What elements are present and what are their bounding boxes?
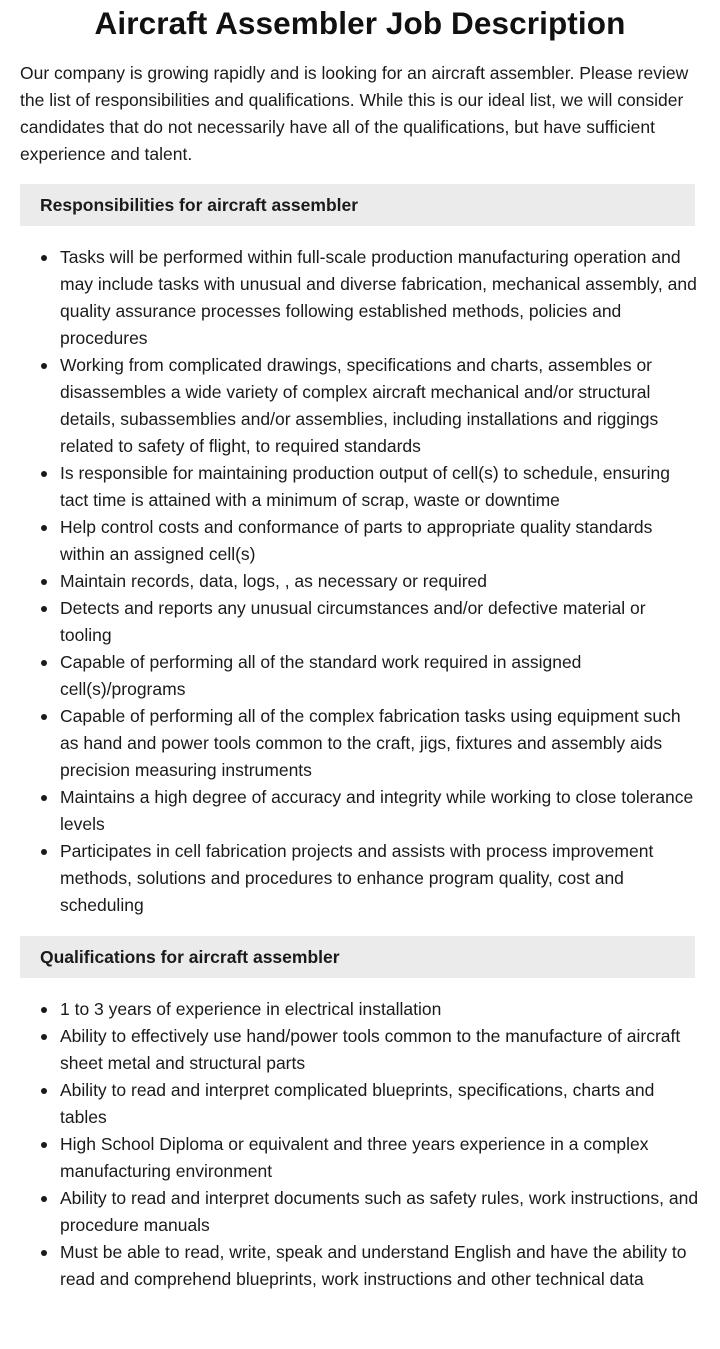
page-title: Aircraft Assembler Job Description [94,5,626,41]
list-item: Ability to effectively use hand/power tools common to the manufacture of aircraft sheet metal and structural parts [60,1023,700,1077]
qualifications-heading: Qualifications for aircraft assembler [20,936,695,978]
list-item: Help control costs and conformance of parts to appropriate quality standards within an assigned cell(s) [60,514,700,568]
list-item: Working from complicated drawings, specifications and charts, assembles or disassembles a wide variety of complex aircraft mechanical and/or structural details, subassemblies and/or assemblies, including installations and riggings related to safety of flight, to required standards [60,352,700,460]
list-item: Must be able to read, write, speak and understand English and have the ability to read and comprehend blueprints, work instructions and other technical data [60,1239,700,1293]
list-item: Participates in cell fabrication projects and assists with process improvement methods, solutions and procedures to enhance program quality, cost and scheduling [60,838,700,919]
qualifications-list [20,996,700,1293]
responsibilities-heading: Responsibilities for aircraft assembler [20,184,695,226]
list-item: Is responsible for maintaining production output of cell(s) to schedule, ensuring tact time is attained with a minimum of scrap, waste or downtime [60,460,700,514]
list-item: 1 to 3 years of experience in electrical installation [60,996,700,1023]
list-item: Capable of performing all of the complex fabrication tasks using equipment such as hand and power tools common to the craft, jigs, fixtures and assembly aids precision measuring instruments [60,703,700,784]
intro-paragraph: Our company is growing rapidly and is looking for an aircraft assembler. Please review the list of responsibilities and qualifications. While this is our ideal list, we will consider candidates that do not necessarily have all of the qualifications, but have sufficient experience and talent. [20,63,689,164]
list-item: Maintains a high degree of accuracy and integrity while working to close tolerance levels [60,784,700,838]
list-item: Tasks will be performed within full-scale production manufacturing operation and may include tasks with unusual and diverse fabrication, mechanical assembly, and quality assurance processes following established methods, policies and procedures [60,244,700,352]
list-item: High School Diploma or equivalent and three years experience in a complex manufacturing environment [60,1131,700,1185]
list-item: Capable of performing all of the standard work required in assigned cell(s)/programs [60,649,700,703]
list-item: Detects and reports any unusual circumstances and/or defective material or tooling [60,595,700,649]
list-item: Maintain records, data, logs, , as necessary or required [60,568,700,595]
responsibilities-list [20,244,700,919]
list-item: Ability to read and interpret complicated blueprints, specifications, charts and tables [60,1077,700,1131]
list-item: Ability to read and interpret documents such as safety rules, work instructions, and procedure manuals [60,1185,700,1239]
